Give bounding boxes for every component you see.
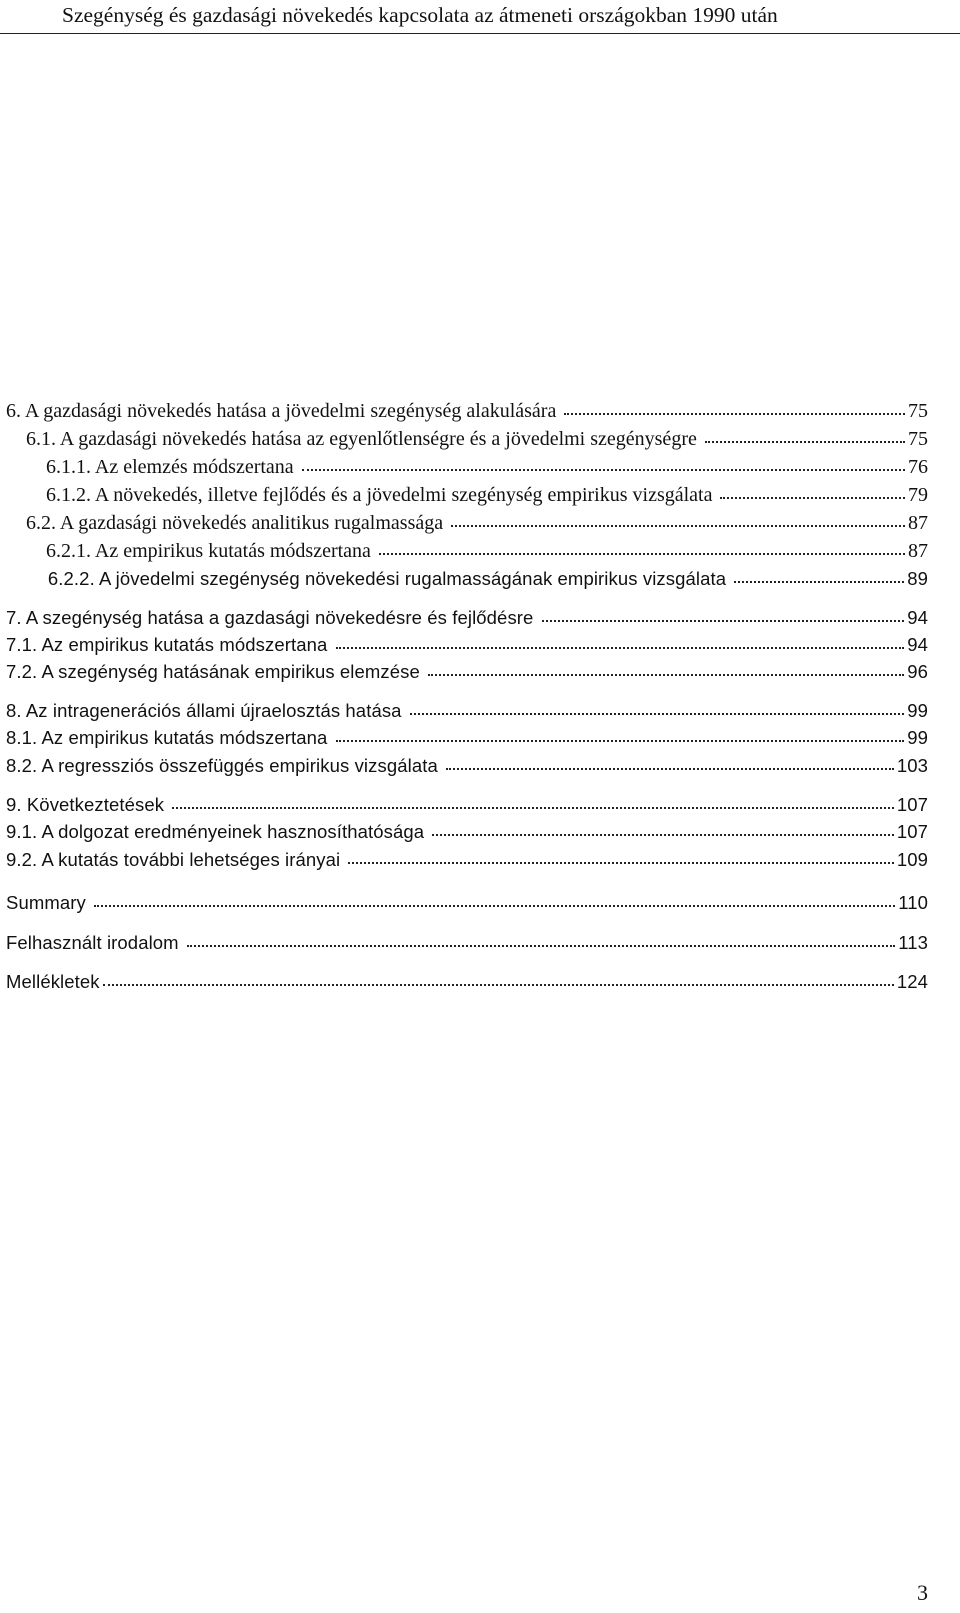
toc-entry-label: 7. A szegénység hatása a gazdasági növekedésre és fejlődésre: [6, 607, 539, 628]
toc-entry-label: 6.2.2. A jövedelmi szegénység növekedési rugalmasságának empirikus vizsgálata: [6, 568, 732, 589]
toc-entry[interactable]: [6, 724, 928, 752]
toc-entry-label: 8.1. Az empirikus kutatás módszertana: [6, 727, 333, 748]
dot-leader: [379, 539, 905, 557]
toc-entry-page: 96: [907, 661, 928, 682]
toc-entry-label: 7.1. Az empirikus kutatás módszertana: [6, 634, 333, 655]
dot-leader: [336, 726, 905, 744]
dot-leader: [542, 606, 905, 624]
toc-entry-page: 94: [907, 607, 928, 628]
toc-entry-label: 6.1.2. A növekedés, illetve fejlődés és a jövedelmi szegénység empirikus vizsgálata: [6, 484, 718, 506]
toc-entry[interactable]: [6, 929, 928, 957]
toc-entry-label: 8.2. A regressziós összefüggés empirikus vizsgálata: [6, 755, 444, 776]
dot-leader: [428, 660, 904, 678]
dot-leader: [94, 891, 895, 909]
dot-leader: [348, 848, 893, 866]
toc-entry-label: 9.1. A dolgozat eredményeinek hasznosíthatósága: [6, 821, 430, 842]
toc-entry-label: Mellékletek: [6, 971, 100, 992]
toc-entry-label: 7.2. A szegénység hatásának empirikus elemzése: [6, 661, 426, 682]
toc-entry-label: 6. A gazdasági növekedés hatása a jövedelmi szegénység alakulására: [6, 400, 562, 422]
toc-entry-label: 6.2. A gazdasági növekedés analitikus rugalmassága: [6, 512, 449, 534]
toc-entry-label: 9. Következtetések: [6, 794, 170, 815]
toc-entry[interactable]: [6, 481, 928, 509]
toc-entry-page: 99: [907, 727, 928, 748]
dot-leader: [336, 633, 905, 651]
dot-leader: [187, 931, 895, 949]
toc-entry[interactable]: [6, 425, 928, 453]
toc-entry[interactable]: [6, 537, 928, 565]
header-title: Szegénység és gazdasági növekedés kapcsolata az átmeneti országokban 1990 után: [62, 3, 778, 27]
toc-entry-label: 8. Az intragenerációs állami újraelosztás hatása: [6, 700, 407, 721]
toc-entry-page: 110: [898, 892, 928, 913]
toc-entry-page: 79: [908, 484, 928, 506]
toc-entry-page: 76: [908, 456, 928, 478]
page-number: 3: [917, 1580, 928, 1605]
dot-leader: [720, 483, 905, 501]
toc-entry[interactable]: [6, 604, 928, 632]
toc-entry-page: 87: [908, 512, 928, 534]
dot-leader: [451, 511, 905, 529]
toc-entry[interactable]: [6, 453, 928, 481]
toc-entry-page: 89: [907, 568, 928, 589]
toc-entry-page: 103: [896, 755, 928, 776]
toc-entry[interactable]: [6, 565, 928, 593]
dot-leader: [432, 820, 893, 838]
toc-entry[interactable]: [6, 631, 928, 659]
dot-leader: [446, 754, 894, 772]
dot-leader: [172, 793, 893, 811]
toc-entry-label: 9.2. A kutatás további lehetséges irányai: [6, 849, 346, 870]
dot-leader: [410, 699, 904, 717]
toc-entry[interactable]: [6, 818, 928, 846]
toc-entry-page: 107: [896, 821, 928, 842]
toc-entry-page: 87: [908, 540, 928, 562]
dot-leader: [564, 399, 905, 417]
toc-entry[interactable]: [6, 397, 928, 425]
toc-entry[interactable]: [6, 889, 928, 917]
toc-entry[interactable]: [6, 509, 928, 537]
toc-entry-page: 99: [907, 700, 928, 721]
toc-entry[interactable]: [6, 658, 928, 686]
dot-leader: [103, 970, 894, 988]
toc-entry-page: 94: [907, 634, 928, 655]
dot-leader: [302, 455, 905, 473]
toc-entry-label: Summary: [6, 892, 92, 913]
toc-entry[interactable]: [6, 968, 928, 996]
toc-entry-label: 6.2.1. Az empirikus kutatás módszertana: [6, 540, 376, 562]
toc-entry-page: 109: [896, 849, 928, 870]
toc-entry[interactable]: [6, 791, 928, 819]
toc-entry[interactable]: [6, 697, 928, 725]
dot-leader: [734, 567, 904, 585]
toc-entry-page: 75: [908, 400, 928, 422]
toc-entry[interactable]: [6, 846, 928, 874]
toc-entry-label: 6.1.1. Az elemzés módszertana: [6, 456, 299, 478]
toc-entry-label: Felhasznált irodalom: [6, 932, 184, 953]
dot-leader: [705, 427, 905, 445]
toc-entry-page: 124: [896, 971, 928, 992]
toc-entry-page: 75: [908, 428, 928, 450]
toc-entry-page: 113: [898, 932, 928, 953]
toc-entry[interactable]: [6, 752, 928, 780]
toc-entry-label: 6.1. A gazdasági növekedés hatása az egyenlőtlenségre és a jövedelmi szegénységre: [6, 428, 702, 450]
toc-entry-page: 107: [896, 794, 928, 815]
